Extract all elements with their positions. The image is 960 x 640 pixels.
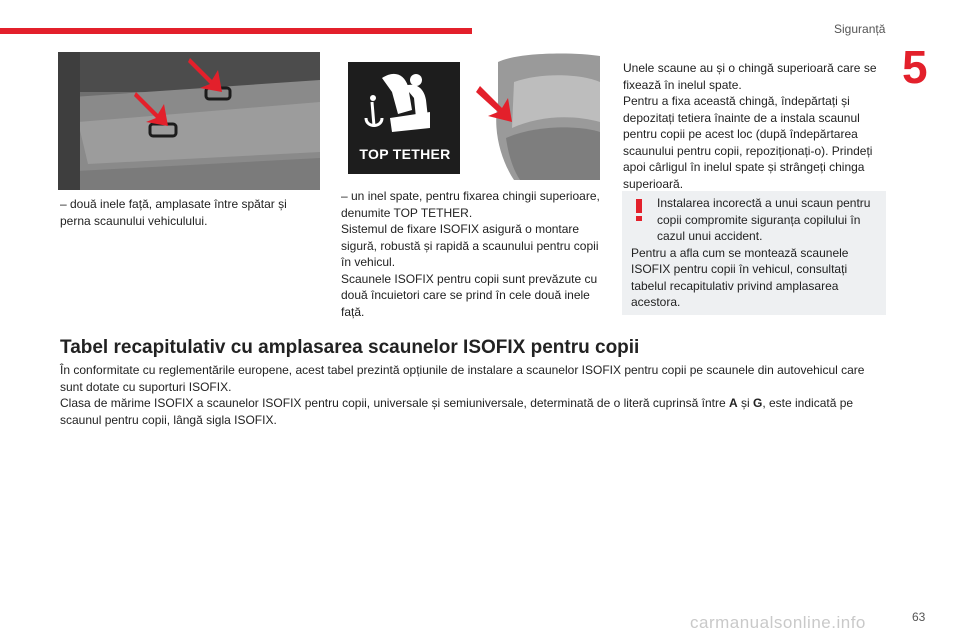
- intro-paragraph-2: [60, 395, 880, 428]
- intro-text: , este indicată pe scaunul pentru copii, lângă sigla ISOFIX.: [60, 396, 854, 427]
- size-class-g: G: [752, 396, 763, 410]
- warning-text: [631, 195, 879, 311]
- top-tether-logo-text: TOP TETHER: [359, 146, 451, 162]
- warning-paragraph: Instalarea incorectă a unui scaun pentru copii compromite siguranța copilului în cazul unui accident.: [657, 196, 871, 243]
- section-intro: [60, 362, 880, 428]
- header-accent-bar: [0, 28, 472, 34]
- column2-paragraph: – un inel spate, pentru fixarea chingii superioare, denumite TOP TETHER.: [341, 189, 600, 220]
- size-class-a: A: [728, 396, 738, 410]
- column2-paragraph: Scaunele ISOFIX pentru copii sunt prevăzute cu două încuietori care se prind în cele două inele față.: [341, 271, 598, 319]
- section-heading: Tabel recapitulativ cu amplasarea scaunelor ISOFIX pentru copii: [60, 337, 640, 358]
- column3-paragraph: Unele scaune au și o chingă superioară care se fixează în inelul spate.: [623, 61, 877, 92]
- intro-text: Clasa de mărime ISOFIX a scaunelor ISOFIX pentru copii, universale și semiuniversale, determinată de o literă cuprinsă între: [60, 396, 729, 410]
- figure1-caption: [60, 196, 310, 229]
- chapter-number: 5: [902, 41, 928, 93]
- column3-paragraph: Pentru a fixa această chingă, îndepărtați și depozitați tetiera înainte de a instala scaunul pentru copii pe acest loc (după îndepărtarea scaunului pentru copii, repoziționați-o). Prindeți apoi cârligul în inelul spate și strângeți chinga superioară.: [623, 94, 873, 191]
- warning-box: [622, 191, 886, 315]
- intro-paragraph-1: În conformitate cu reglementările europene, acest tabel prezintă opțiunile de instalare a scaunelor ISOFIX pentru copii pe scaunele din autovehicul care sunt dotate cu suporturi ISOFIX.: [60, 363, 865, 394]
- column2-paragraph: Sistemul de fixare ISOFIX asigură o montare sigură, robustă și rapidă a scaunului pentru copii în vehicul.: [341, 222, 599, 269]
- section-title: Siguranță: [834, 22, 886, 36]
- watermark: carmanualsonline.info: [690, 613, 866, 632]
- column2-text: [341, 188, 603, 320]
- warning-paragraph: Pentru a afla cum se montează scaunele ISOFIX pentru copii în vehicul, consultați tabelul recapitulativ privind amplasarea acestora.: [631, 245, 849, 309]
- isofix-front-rings-photo: [58, 52, 320, 190]
- page-number: 63: [912, 610, 926, 624]
- column3-text: [623, 60, 885, 192]
- figure1-caption-text: – două inele față, amplasate între spătar și perna scaunului vehiculului.: [60, 197, 287, 228]
- intro-text: și: [737, 396, 753, 410]
